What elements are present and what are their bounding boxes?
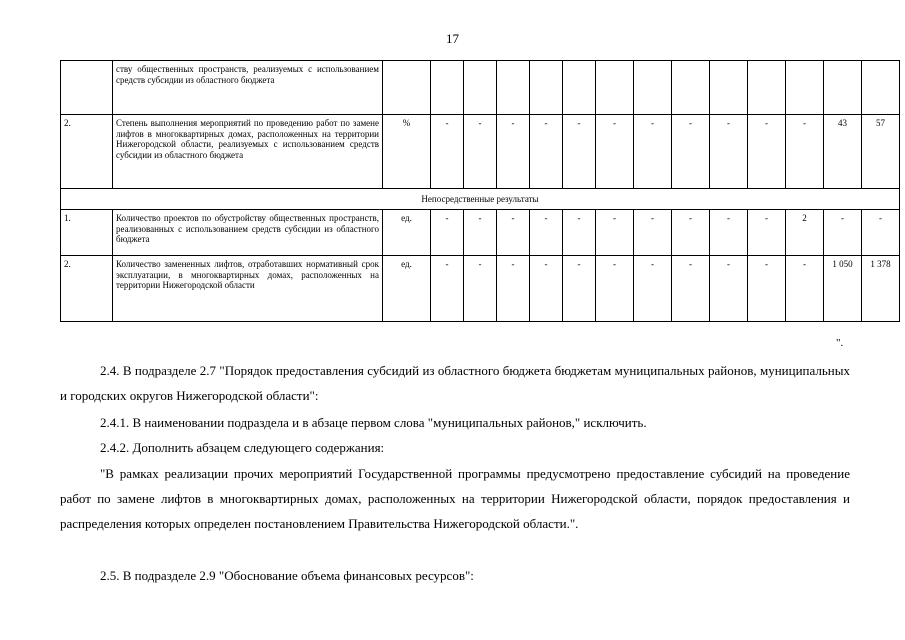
row-unit: ед.: [383, 210, 431, 256]
paragraph-2-4-2: 2.4.2. Дополнить абзацем следующего содержания:: [100, 440, 385, 455]
table-row: [61, 115, 900, 189]
row-value: [710, 61, 748, 115]
row-value: -: [596, 256, 634, 322]
paragraph-2-4: 2.4. В подразделе 2.7 "Порядок предоставления субсидий из областного бюджета бюджетам муниципальных районов, муниципальных и городских округов Нижегородской области":: [60, 363, 850, 403]
table-row: [61, 61, 900, 115]
row-value: [672, 61, 710, 115]
row-value: [748, 61, 786, 115]
row-value: [824, 61, 862, 115]
row-value: [862, 61, 900, 115]
row-value: -: [634, 256, 672, 322]
row-value: [497, 61, 530, 115]
row-value: 1 050: [824, 256, 862, 322]
indicators-table: [60, 60, 900, 322]
row-value: -: [672, 210, 710, 256]
row-value: -: [862, 210, 900, 256]
table-row: [61, 256, 900, 322]
row-value: 1 378: [862, 256, 900, 322]
quote-end: ".: [836, 337, 844, 349]
row-value: 57: [862, 115, 900, 189]
row-value: -: [710, 210, 748, 256]
row-value: -: [710, 256, 748, 322]
row-value: -: [748, 256, 786, 322]
row-value: -: [672, 256, 710, 322]
paragraph-quote: "В рамках реализации прочих мероприятий Государственной программы предусмотрено предоставление субсидий на проведение работ по замене лифтов в многоквартирных домах, расположенных на территории Нижегородской области, порядок предоставления и распределения которых определен постановлением Правительства Нижегородской области.".: [60, 466, 850, 531]
row-value: -: [824, 210, 862, 256]
row-value: -: [748, 210, 786, 256]
row-value: -: [634, 210, 672, 256]
row-value: -: [563, 210, 596, 256]
row-value: -: [464, 115, 497, 189]
row-number: 2.: [61, 256, 113, 322]
row-unit: ед.: [383, 256, 431, 322]
section-header-row: [61, 189, 900, 210]
row-description: Степень выполнения мероприятий по проведению работ по замене лифтов в многоквартирных домах, расположенных на территории Нижегородской области, реализуемых с использованием средств субсидии из областного бюджета: [113, 115, 383, 189]
paragraph-2-5: 2.5. В подразделе 2.9 "Обоснование объема финансовых ресурсов":: [100, 568, 474, 583]
row-value: -: [710, 115, 748, 189]
row-description: Количество замененных лифтов, отработавших нормативный срок эксплуатации, в многоквартирных домах, расположенных на территории Нижегородской области: [113, 256, 383, 322]
row-value: [596, 61, 634, 115]
row-value: [464, 61, 497, 115]
page-number: 17: [446, 31, 459, 46]
row-number: [61, 61, 113, 115]
row-number: 1.: [61, 210, 113, 256]
row-value: -: [596, 115, 634, 189]
row-value: [786, 61, 824, 115]
row-unit: [383, 61, 431, 115]
row-value: -: [530, 115, 563, 189]
row-value: -: [497, 256, 530, 322]
row-value: -: [431, 210, 464, 256]
row-value: -: [530, 210, 563, 256]
row-value: [431, 61, 464, 115]
row-description: Количество проектов по обустройству общественных пространств, реализованных с использованием средств субсидии из областного бюджета: [113, 210, 383, 256]
row-value: -: [596, 210, 634, 256]
paragraph-2-4-1: 2.4.1. В наименовании подраздела и в абзаце первом слова "муниципальных районов," исключить.: [100, 415, 647, 430]
row-value: -: [563, 115, 596, 189]
row-value: -: [748, 115, 786, 189]
row-value: -: [464, 256, 497, 322]
row-value: [634, 61, 672, 115]
row-value: -: [672, 115, 710, 189]
row-value: -: [563, 256, 596, 322]
row-value: [530, 61, 563, 115]
row-value: -: [431, 115, 464, 189]
row-value: -: [497, 210, 530, 256]
row-value: -: [786, 256, 824, 322]
table-row: [61, 210, 900, 256]
row-value: -: [530, 256, 563, 322]
row-value: -: [634, 115, 672, 189]
row-value: 2: [786, 210, 824, 256]
row-value: -: [497, 115, 530, 189]
row-value: -: [786, 115, 824, 189]
section-title: Непосредственные результаты: [61, 189, 900, 210]
row-number: 2.: [61, 115, 113, 189]
row-value: 43: [824, 115, 862, 189]
row-value: -: [431, 256, 464, 322]
row-unit: %: [383, 115, 431, 189]
row-description: ству общественных пространств, реализуемых с использованием средств субсидии из областного бюджета: [113, 61, 383, 115]
row-value: [563, 61, 596, 115]
row-value: -: [464, 210, 497, 256]
